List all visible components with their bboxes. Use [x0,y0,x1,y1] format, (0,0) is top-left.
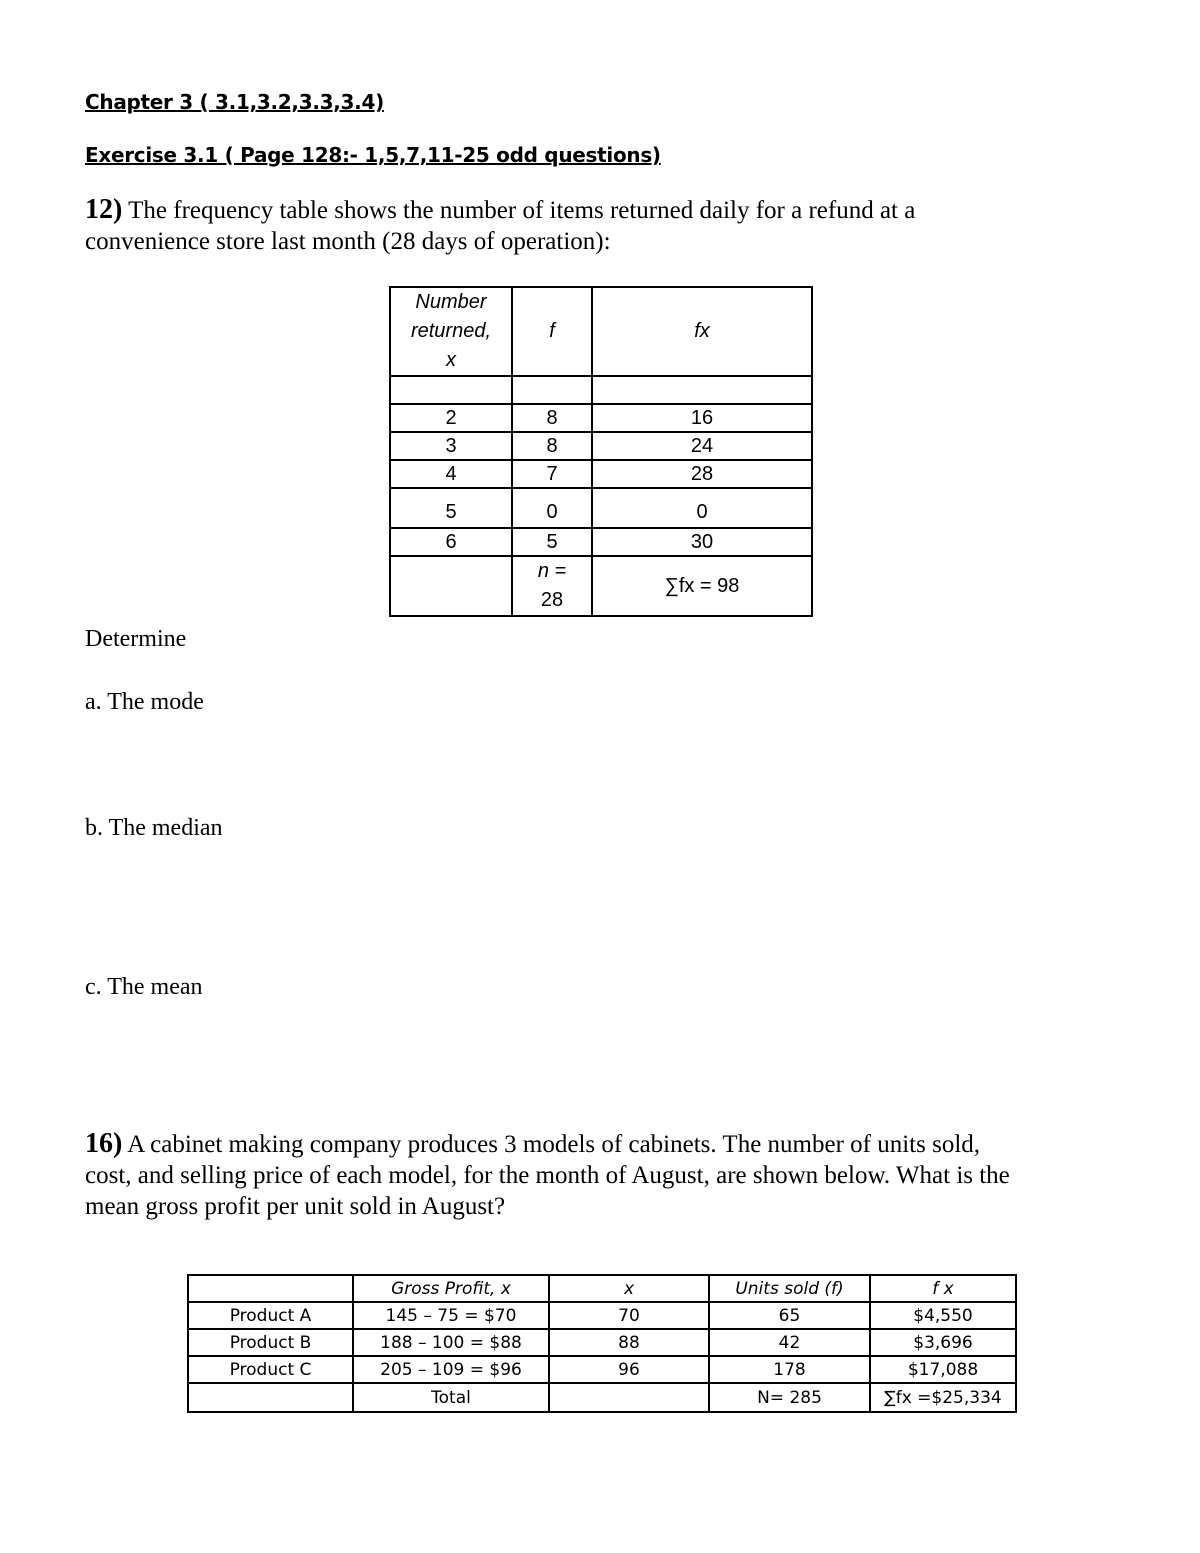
total-empty-cell [188,1383,353,1412]
header-f: f [512,287,592,376]
total-n-cell: N= 285 [709,1383,870,1412]
total-empty-cell [549,1383,709,1412]
cell-units: 65 [709,1302,870,1329]
total-fx-cell: ∑fx = 98 [592,556,812,616]
cell-x: 3 [390,432,512,460]
cell-gross-profit: 145 – 75 = $70 [353,1302,549,1329]
question-16-line3: mean gross profit per unit sold in August? [85,1193,506,1220]
cell-x: 70 [549,1302,709,1329]
cell-x: 96 [549,1356,709,1383]
header-blank [188,1275,353,1302]
table-row [390,376,812,404]
table-total-row [188,1383,1016,1412]
table-row [390,404,812,432]
table-row [390,460,812,488]
header-number-returned: Number returned, x [390,287,512,376]
question-16-line1: A cabinet making company produces 3 models of cabinets. The number of units sold, [127,1131,981,1158]
cell-product: Product B [188,1329,353,1356]
header-gross-profit: Gross Profit, x [353,1275,549,1302]
table-row [390,528,812,556]
cell-fx: 0 [592,488,812,528]
cell-units: 178 [709,1356,870,1383]
cell-fx [592,376,812,404]
cell-x: 2 [390,404,512,432]
cell-f: 5 [512,528,592,556]
cell-f: 7 [512,460,592,488]
header-fx: fx [592,287,812,376]
header-units-sold: Units sold (f) [709,1275,870,1302]
cell-fx: 30 [592,528,812,556]
gross-profit-table [187,1274,1017,1413]
cell-f [512,376,592,404]
question-16-number: 16) [85,1128,123,1159]
question-16-line2: cost, and selling price of each model, for the month of August, are shown below. What is the [85,1162,1010,1189]
cell-fx: $17,088 [870,1356,1016,1383]
part-a-label: a. The mode [85,689,204,715]
question-12-line1: The frequency table shows the number of items returned daily for a refund at a [128,197,916,224]
total-fx-cell: ∑fx =$25,334 [870,1383,1016,1412]
table-header-row [188,1275,1016,1302]
chapter-heading: Chapter 3 ( 3.1,3.2,3.3,3.4) [85,90,384,114]
table-row [390,488,812,528]
part-b-label: b. The median [85,815,223,841]
cell-x: 4 [390,460,512,488]
question-12-number: 12) [85,194,123,225]
determine-label: Determine [85,626,187,652]
cell-x: 5 [390,488,512,528]
question-16-text [85,1128,1165,1222]
cell-fx: $3,696 [870,1329,1016,1356]
table-row [188,1329,1016,1356]
cell-x [390,376,512,404]
cell-gross-profit: 205 – 109 = $96 [353,1356,549,1383]
cell-fx: 24 [592,432,812,460]
table-row [188,1302,1016,1329]
question-12-line2: convenience store last month (28 days of operation): [85,228,611,255]
frequency-table [389,286,813,617]
cell-fx: 28 [592,460,812,488]
cell-gross-profit: 188 – 100 = $88 [353,1329,549,1356]
cell-fx: 16 [592,404,812,432]
total-label-cell: Total [353,1383,549,1412]
total-empty-cell [390,556,512,616]
table-row [390,432,812,460]
header-fx: f x [870,1275,1016,1302]
cell-fx: $4,550 [870,1302,1016,1329]
cell-x: 6 [390,528,512,556]
cell-x: 88 [549,1329,709,1356]
question-12-text [85,194,1145,257]
cell-f: 0 [512,488,592,528]
table-header-row [390,287,812,376]
total-n-cell: n = 28 [512,556,592,616]
exercise-heading: Exercise 3.1 ( Page 128:- 1,5,7,11-25 odd questions) [85,143,661,167]
part-c-label: c. The mean [85,974,203,1000]
cell-units: 42 [709,1329,870,1356]
cell-product: Product C [188,1356,353,1383]
cell-f: 8 [512,404,592,432]
header-x: x [549,1275,709,1302]
cell-product: Product A [188,1302,353,1329]
cell-f: 8 [512,432,592,460]
table-total-row [390,556,812,616]
table-row [188,1356,1016,1383]
